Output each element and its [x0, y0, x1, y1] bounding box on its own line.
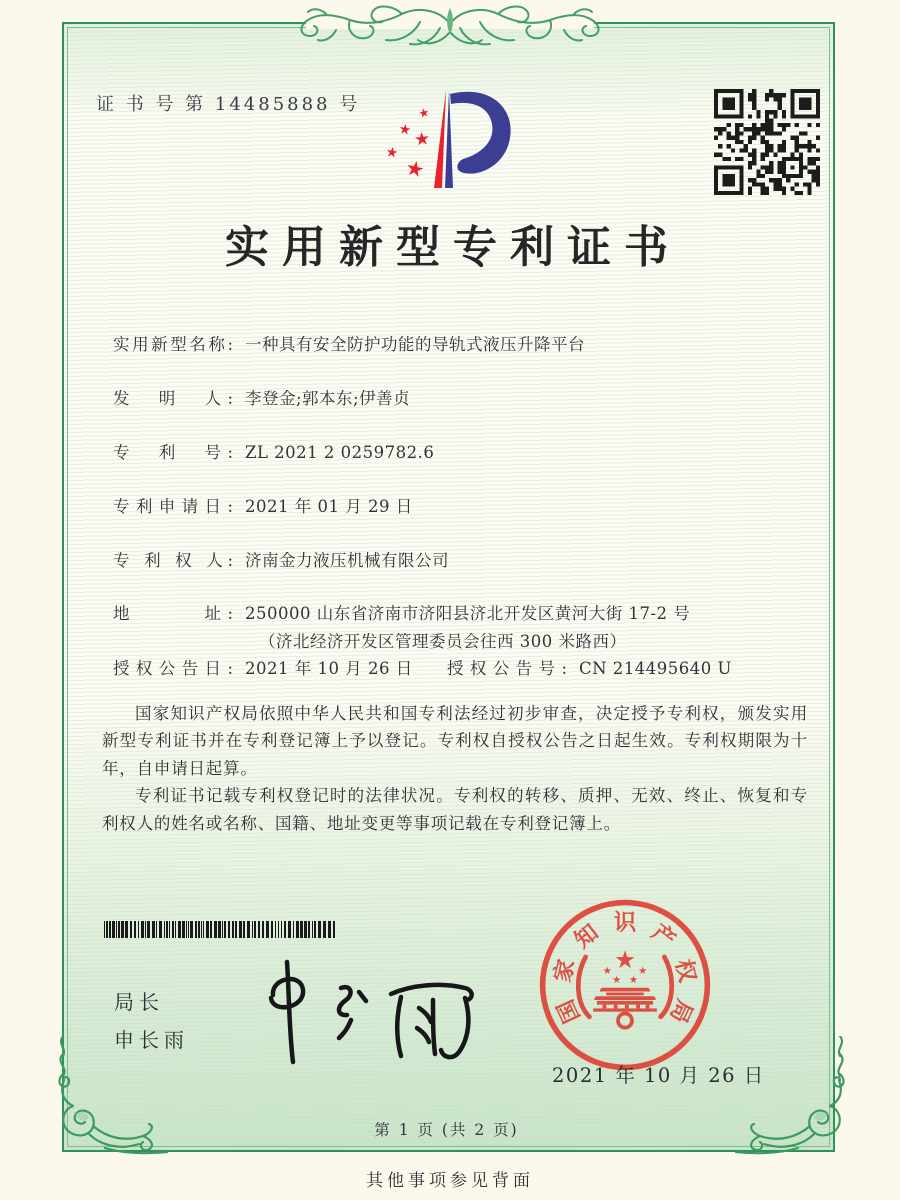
address-line-1: 250000 山东省济南市济阳县济北开发区黄河大街 17-2 号 — [245, 604, 691, 623]
barcode — [100, 921, 340, 938]
svg-text:家: 家 — [549, 956, 581, 985]
svg-text:★: ★ — [403, 155, 427, 183]
svg-text:产: 产 — [646, 919, 681, 954]
field-value: 2021 年 10 月 26 日 — [245, 659, 413, 678]
field-row-inventor — [113, 387, 410, 410]
field-value: CN 214495640 U — [579, 659, 732, 678]
svg-text:★: ★ — [611, 974, 622, 987]
official-seal-icon — [537, 897, 713, 1073]
field-row-address — [113, 602, 690, 653]
field-row-patent-no — [113, 441, 434, 464]
body-paragraph-1: 国家知识产权局依照中华人民共和国专利法经过初步审查，决定授予专利权，颁发实用新型专利证书并在专利登记簿上予以登记。专利权自授权公告之日起生效。专利权期限为十年，自申请日起算。 — [102, 704, 808, 778]
field-value: 一种具有安全防护功能的导轨式液压升降平台 — [245, 335, 585, 354]
field-label: 地 址: — [113, 604, 233, 623]
national-emblem-icon — [578, 945, 671, 1027]
address-line-2: （济北经济开发区管理委员会往西 300 米路西） — [259, 632, 627, 651]
svg-text:★: ★ — [397, 121, 413, 139]
top-ornament-icon — [290, 0, 610, 48]
field-value: 李登金;郭本东;伊善贞 — [245, 389, 411, 408]
svg-text:★: ★ — [384, 144, 400, 162]
svg-text:★: ★ — [602, 964, 612, 977]
body-paragraph-2: 专利证书记载专利权登记时的法律状况。专利权的转移、质押、无效、终止、恢复和专利权人的姓名或名称、国籍、地址变更等事项记载在专利登记簿上。 — [102, 786, 808, 833]
svg-text:国: 国 — [552, 995, 586, 1027]
field-label: 实用新型名称: — [113, 335, 233, 354]
svg-text:★: ★ — [412, 128, 432, 151]
certificate-number: 证 书 号 第 14485888 号 — [96, 94, 361, 115]
back-note: 其他事项参见背面 — [366, 1171, 534, 1191]
svg-text:★: ★ — [614, 945, 636, 975]
field-label: 专 利 权 人: — [113, 551, 233, 570]
commissioner-title: 局长 — [114, 990, 164, 1014]
field-row-name — [113, 333, 585, 356]
field-label: 专 利 号: — [113, 443, 233, 462]
field-row-patentee — [113, 549, 449, 572]
svg-text:权: 权 — [669, 956, 701, 985]
field-value: ZL 2021 2 0259782.6 — [245, 443, 435, 462]
svg-text:局: 局 — [664, 995, 698, 1027]
page-number: 第 1 页 (共 2 页) — [374, 1121, 519, 1139]
field-value: 2021 年 01 月 29 日 — [245, 497, 413, 516]
svg-text:识: 识 — [613, 910, 637, 937]
cnipa-logo-icon — [375, 84, 525, 196]
field-value: 济南金力液压机械有限公司 — [245, 551, 449, 570]
field-label: 授权公告日: — [113, 659, 233, 678]
seal-date: 2021 年 10 月 26 日 — [552, 1064, 765, 1087]
field-row-filing-date — [113, 495, 413, 518]
field-label: 专利申请日: — [113, 497, 233, 516]
field-label: 授权公告号: — [447, 659, 567, 678]
body-text — [102, 700, 808, 837]
commissioner-name: 申长雨 — [114, 1028, 189, 1052]
field-row-grant — [113, 657, 732, 680]
qr-code — [714, 89, 820, 195]
page-title: 实用新型专利证书 — [225, 222, 681, 273]
svg-text:★: ★ — [628, 974, 639, 987]
handwritten-signature-icon — [243, 950, 478, 1068]
svg-text:★: ★ — [638, 964, 648, 977]
svg-text:知: 知 — [569, 919, 604, 954]
svg-text:★: ★ — [417, 105, 431, 121]
field-label: 发 明 人: — [113, 389, 233, 408]
